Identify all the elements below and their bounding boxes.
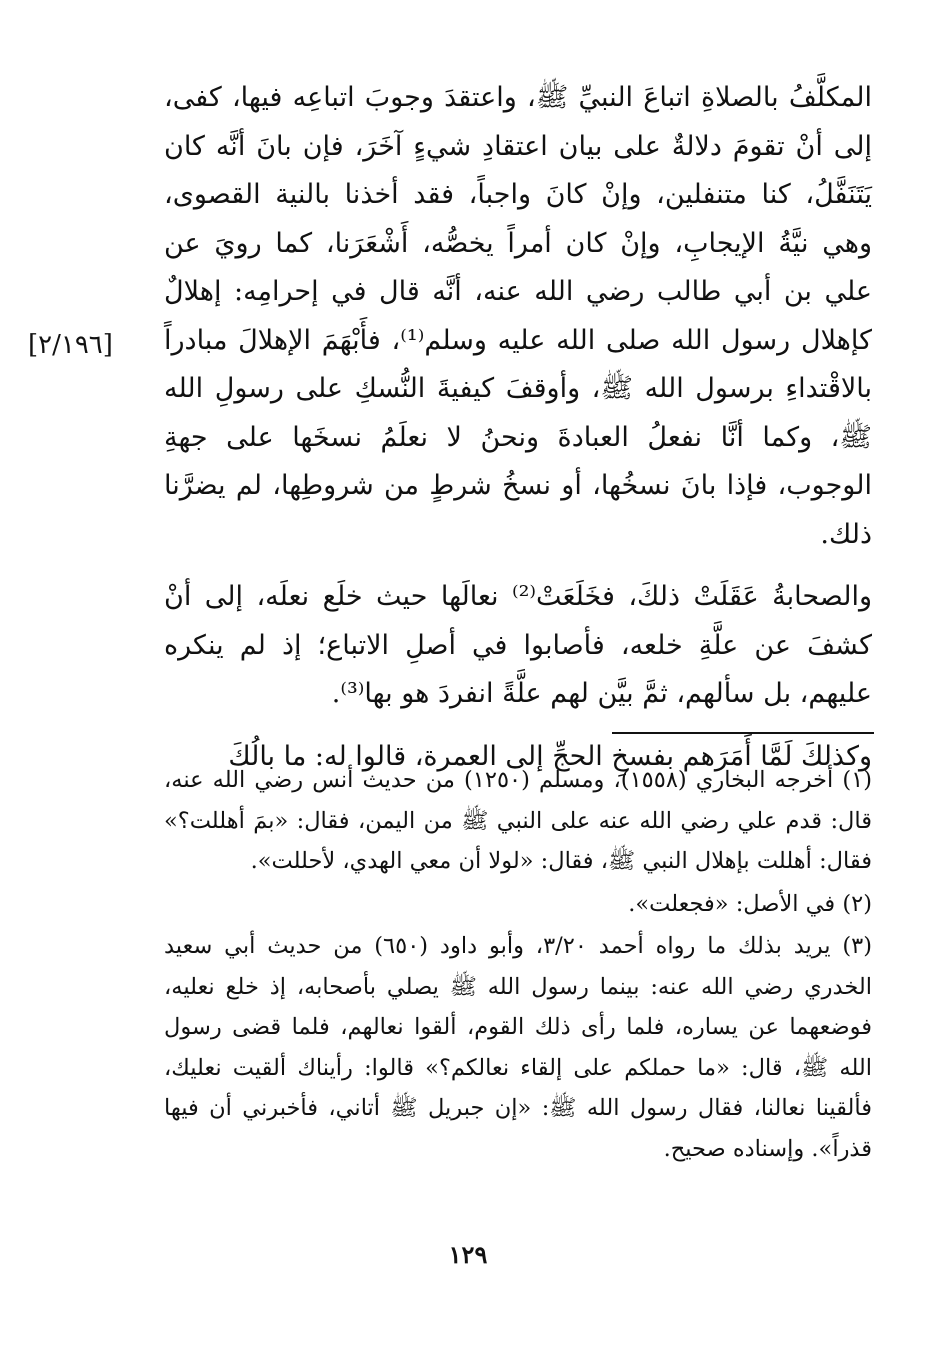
page-number: ١٢٩ — [448, 1240, 488, 1269]
footnote-2: (٢) في الأصل: «فجعلت». — [628, 890, 872, 917]
body-paragraph-2: والصحابةُ عَقَلَتْ ذلكَ، فخَلَعَتْ⁽²⁾ نعالَها حيث خلَع نعلَه، إلى أنْ كشفَ عن علَّةِ خلعه، فأصابوا في أصلِ الاتباع؛ إذ لم ينكره عليهم، بل سألهم، ثمَّ بيَّن لهم علَّةً انفردَ هو بها⁽³⁾. — [164, 581, 872, 709]
footnote-1: (١) أخرجه البخاري (١٥٥٨)، ومسلم (١٢٥٠) من حديث أنس رضي الله عنه، قال: قدم علي رضي الله عنه على النبي ﷺ من اليمن، فقال: «بمَ أهللت؟» فقال: أهللت بإهلال النبي ﷺ، فقال: «لولا أن معي الهدي، لأحللت». — [164, 767, 872, 874]
main-body-text — [164, 74, 872, 781]
body-paragraph-1: المكلَّفُ بالصلاةِ اتباعَ النبيِّ ﷺ، واعتقدَ وجوبَ اتباعِه فيها، كفى، إلى أنْ تقومَ دلالةٌ على بيان اعتقادِ شيءٍ آخَرَ، فإن بانَ أنَّه كان يَتَنَفَّلُ، كنا متنفلين، وإنْ كانَ واجباً، فقد أخذنا بالنية القصوى، وهي نيَّةُ الإيجابِ، وإنْ كان أمراً يخصُّه، أَشْعَرَنا، كما رويَ عن علي بن أبي طالب رضي الله عنه، أنَّه قال في إحرامِه: إهلالٌ كإهلال رسول الله صلى الله عليه وسلم⁽¹⁾، فأَبْهَمَ الإهلالَ مبادراً بالاقْتداءِ برسول الله ﷺ، وأوقفَ كيفيةَ النُّسكِ على رسولِ الله ﷺ، وكما أنَّا نفعلُ العبادةَ ونحنُ لا نعلَمُ نسخَها على جهةِ الوجوب، فإذا بانَ نسخُها، أو نسخُ شرطٍ من شروطِها، لم يضرَّنا ذلك. — [164, 82, 872, 550]
footnotes-section — [164, 760, 872, 1169]
footnote-separator-rule — [612, 732, 874, 734]
marginal-volume-page-reference: [٢/١٩٦] — [28, 330, 113, 360]
body-paragraph-3: وكذلكَ لَمَّا أَمَرَهم بفسخِ الحجِّ إلى العمرة، قالوا له: ما بالُكَ — [228, 740, 872, 772]
footnote-3: (٣) يريد بذلك ما رواه أحمد ٣/٢٠، وأبو داود (٦٥٠) من حديث أبي سعيد الخدري رضي الله عنه: بينما رسول الله ﷺ يصلي بأصحابه، إذ خلع نعليه، فوضعهما عن يساره، فلما رأى ذلك القوم، ألقوا نعالهم، فلما قضى رسول الله ﷺ، قال: «ما حملكم على إلقاء نعالكم؟» قالوا: رأيناك ألقيت نعليك، فألقينا نعالنا، فقال رسول الله ﷺ: «إن جبريل ﷺ أتاني، فأخبرني أن فيها قذراً». وإسناده صحيح. — [164, 933, 872, 1162]
